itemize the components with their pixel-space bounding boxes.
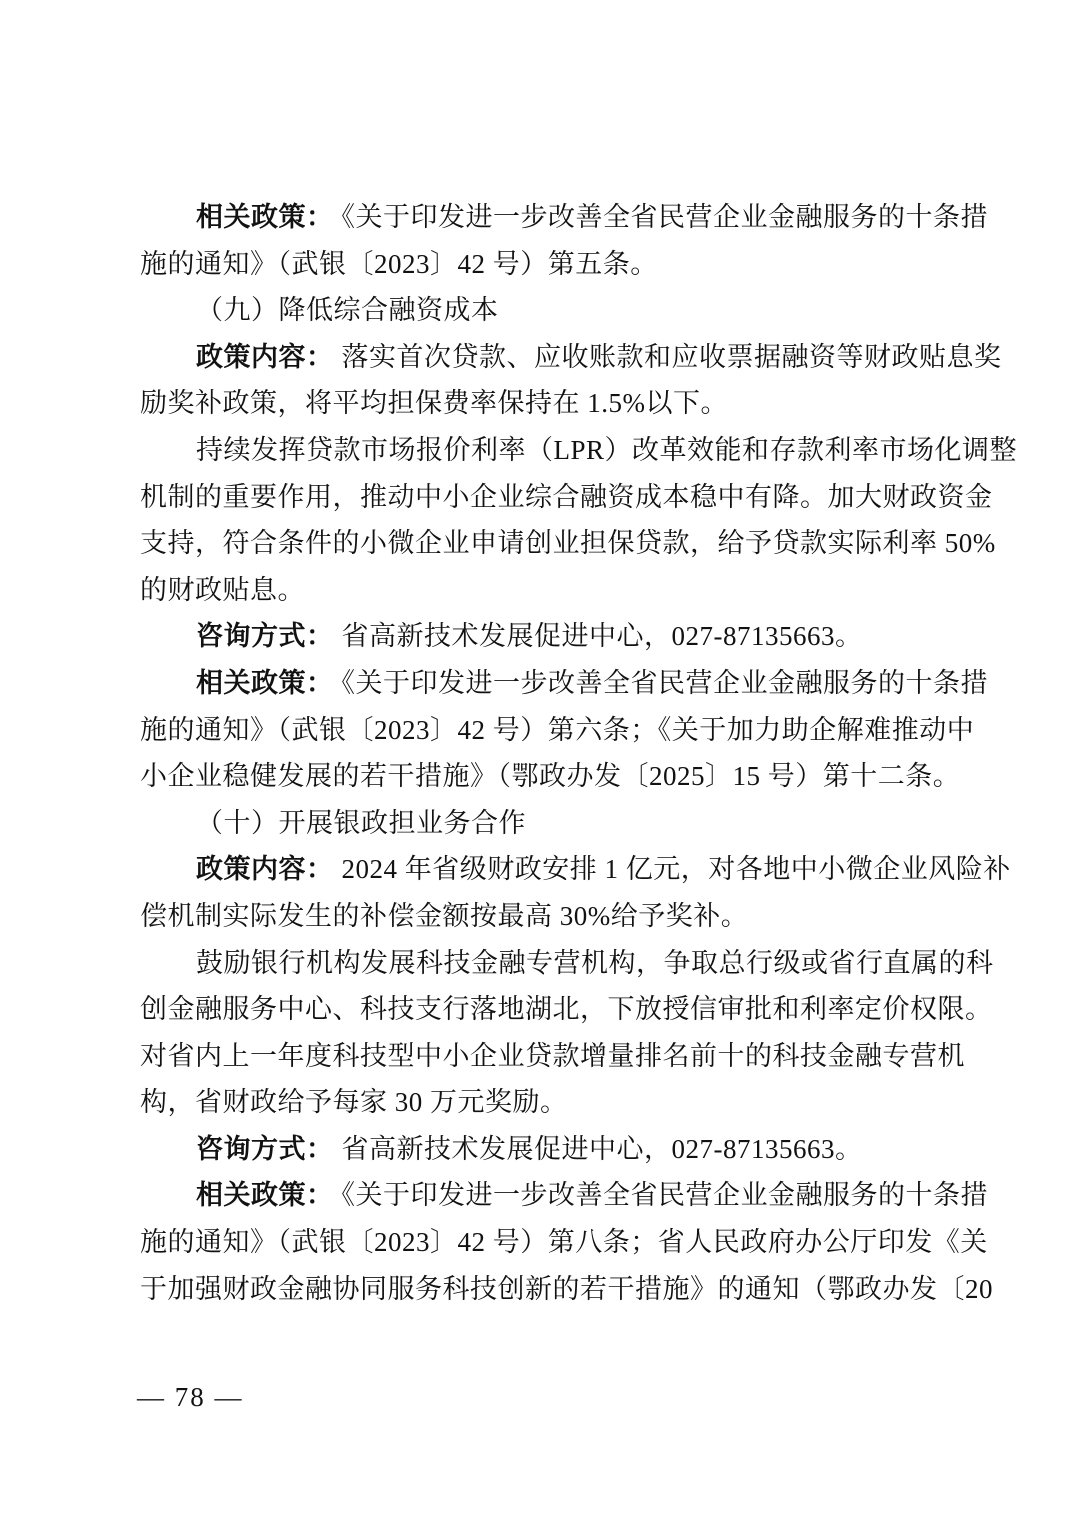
line-text: 落实首次贷款、应收账款和应收票据融资等财政贴息奖 bbox=[341, 341, 1002, 372]
line-text: （九）降低综合融资成本 bbox=[196, 295, 499, 326]
line-text: 支持，符合条件的小微企业申请创业担保贷款，给予贷款实际利率 50% bbox=[140, 528, 996, 559]
line-text: 构，省财政给予每家 30 万元奖励。 bbox=[140, 1087, 568, 1118]
text-line bbox=[140, 846, 1011, 893]
line-text: 持续发挥贷款市场报价利率（LPR）改革效能和存款利率市场化调整 bbox=[196, 434, 1018, 465]
line-text: 省高新技术发展促进中心，027-87135663。 bbox=[341, 621, 863, 652]
bold-label: 咨询方式： bbox=[196, 621, 334, 652]
text-line bbox=[140, 1033, 965, 1080]
text-line bbox=[140, 520, 996, 567]
line-text: 偿机制实际发生的补偿金额按最高 30%给予奖补。 bbox=[140, 900, 749, 931]
text-line bbox=[140, 194, 988, 241]
page-number: — 78 — bbox=[137, 1382, 244, 1412]
line-text: 《关于印发进一步改善全省民营企业金融服务的十条措 bbox=[341, 202, 988, 232]
section-heading bbox=[140, 287, 922, 334]
text-line bbox=[140, 707, 975, 754]
bold-label: 政策内容： bbox=[196, 341, 334, 372]
line-text: 的财政贴息。 bbox=[140, 574, 305, 605]
line-text: （十）开展银政担业务合作 bbox=[196, 807, 526, 838]
line-text: 2024 年省级财政安排 1 亿元，对各地中小微企业风险补 bbox=[341, 854, 1011, 885]
text-line bbox=[140, 1126, 922, 1173]
text-line bbox=[140, 940, 994, 987]
text-line bbox=[140, 753, 961, 800]
bold-label: 相关政策： bbox=[196, 1180, 334, 1211]
text-line bbox=[140, 1172, 988, 1219]
section-heading bbox=[140, 800, 922, 847]
line-text: 施的通知》（武银〔2023〕42 号）第五条。 bbox=[140, 248, 658, 279]
line-text: 创金融服务中心、科技支行落地湖北，下放授信审批和利率定价权限。 bbox=[140, 994, 993, 1025]
line-text: 《关于印发进一步改善全省民营企业金融服务的十条措 bbox=[341, 1180, 988, 1211]
line-text: 省高新技术发展促进中心，027-87135663。 bbox=[341, 1133, 863, 1164]
line-text: 《关于印发进一步改善全省民营企业金融服务的十条措 bbox=[341, 667, 988, 698]
text-line bbox=[140, 1219, 988, 1266]
text-line bbox=[140, 427, 1018, 474]
line-text: 励奖补政策，将平均担保费率保持在 1.5%以下。 bbox=[140, 388, 728, 419]
line-text: 机制的重要作用，推动中小企业综合融资成本稳中有降。加大财政资金 bbox=[140, 481, 993, 512]
text-line bbox=[140, 334, 1002, 381]
document-body bbox=[140, 194, 1018, 1312]
line-text: 对省内上一年度科技型中小企业贷款增量排名前十的科技金融专营机 bbox=[140, 1040, 965, 1071]
page-footer bbox=[137, 1380, 244, 1414]
text-line bbox=[140, 1266, 993, 1313]
text-line bbox=[140, 893, 922, 940]
text-line bbox=[140, 567, 922, 614]
line-text: 小企业稳健发展的若干措施》（鄂政办发〔2025〕15 号）第十二条。 bbox=[140, 761, 961, 792]
text-line bbox=[140, 613, 922, 660]
bold-label: 相关政策： bbox=[196, 667, 334, 698]
bold-label: 咨询方式： bbox=[196, 1133, 334, 1164]
text-line bbox=[140, 474, 993, 521]
line-text: 施的通知》（武银〔2023〕42 号）第六条；《关于加力助企解难推动中 bbox=[140, 714, 975, 745]
bold-label: 政策内容： bbox=[196, 854, 334, 885]
text-line bbox=[140, 380, 922, 427]
text-line bbox=[140, 1079, 922, 1126]
text-line bbox=[140, 660, 988, 707]
line-text: 于加强财政金融协同服务科技创新的若干措施》的通知（鄂政办发〔20 bbox=[140, 1273, 993, 1304]
bold-label: 相关政策： bbox=[196, 202, 334, 232]
text-line bbox=[140, 986, 993, 1033]
line-text: 施的通知》（武银〔2023〕42 号）第八条；省人民政府办公厅印发《关 bbox=[140, 1227, 988, 1258]
text-line bbox=[140, 241, 922, 288]
line-text: 鼓励银行机构发展科技金融专营机构，争取总行级或省行直属的科 bbox=[196, 947, 994, 978]
